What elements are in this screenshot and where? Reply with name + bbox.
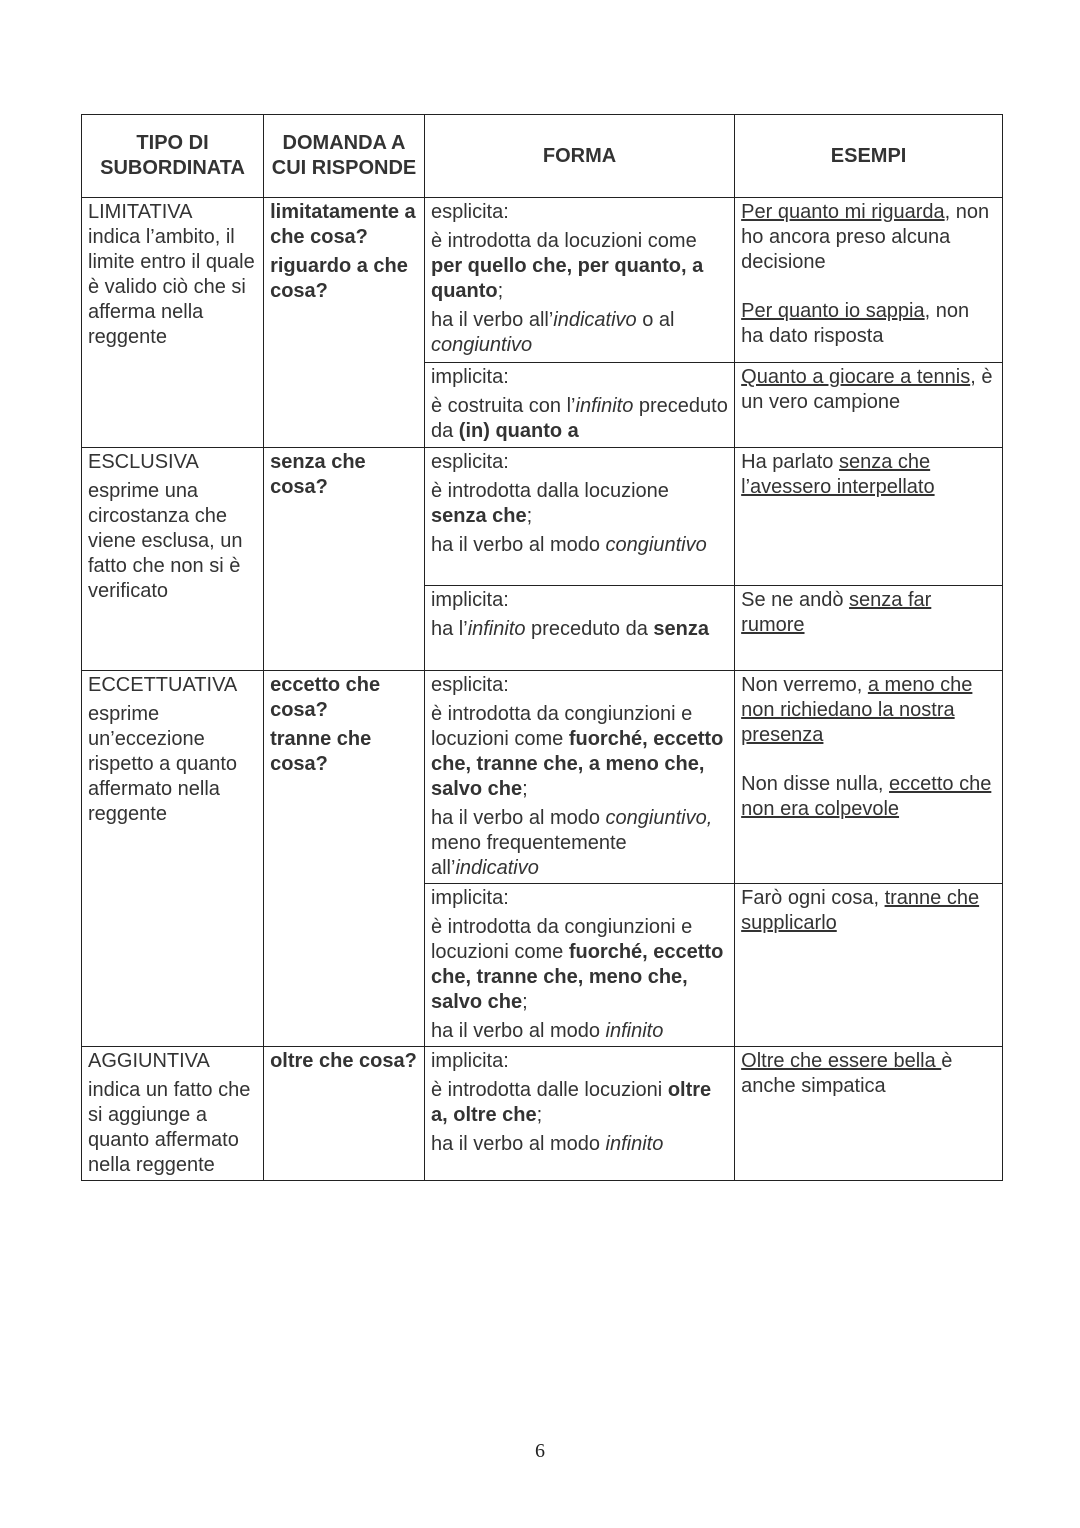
row-limitativa-esplicita: [82, 198, 1003, 363]
example-text: Ha parlato senza che l’avessero interpellato: [741, 451, 935, 498]
example-text: Farò ogni cosa, tranne che supplicarlo: [741, 887, 980, 934]
domanda-text: riguardo a che cosa?: [270, 255, 408, 302]
forma-implicita-cell: [424, 884, 734, 1047]
forma-intro: è introdotta da congiunzioni e locuzioni come fuorché, eccetto che, tranne che, a meno che, salvo che;: [430, 703, 724, 800]
tipo-name: ESCLUSIVA: [88, 451, 199, 473]
row-esclusiva-esplicita: [82, 448, 1003, 586]
domanda-text: senza che cosa?: [270, 451, 366, 498]
forma-intro: è costruita con l’infinito preceduto da (in) quanto a: [430, 395, 728, 442]
forma-intro: è introdotta da congiunzioni e locuzioni come fuorché, eccetto che, tranne che, meno che, salvo che;: [430, 916, 724, 1013]
forma-label: esplicita:: [430, 451, 509, 473]
domanda-text: oltre che cosa?: [270, 1050, 417, 1072]
domanda-cell: [264, 1047, 425, 1181]
forma-label: implicita:: [430, 589, 509, 611]
esempi-cell: [735, 671, 1003, 884]
forma-verb: ha il verbo all’indicativo o al congiuntivo: [430, 309, 675, 356]
header-tipo: TIPO DI SUBORDINATA: [82, 115, 264, 198]
esempi-cell: [735, 363, 1003, 448]
tipo-cell: [82, 671, 264, 1047]
forma-esplicita-cell: [424, 448, 734, 586]
domanda-cell: [264, 671, 425, 1047]
esempi-cell: [735, 586, 1003, 671]
example-text: Non verremo, a meno che non richiedano la nostra presenza: [741, 674, 973, 746]
forma-intro: ha l’infinito preceduto da senza: [430, 618, 709, 640]
tipo-desc: esprime una circostanza che viene esclusa, un fatto che non si è verificato: [88, 480, 243, 602]
header-domanda: DOMANDA A CUI RISPONDE: [264, 115, 425, 198]
example-text: Per quanto mi riguarda, non ho ancora preso alcuna decisione: [741, 201, 990, 273]
subordinate-table: [81, 114, 1003, 1181]
example-text: Quanto a giocare a tennis, è un vero campione: [741, 366, 993, 413]
forma-verb: ha il verbo al modo infinito: [430, 1020, 664, 1042]
forma-label: implicita:: [430, 887, 509, 909]
tipo-cell: [82, 1047, 264, 1181]
tipo-cell: [82, 198, 264, 448]
esempi-cell: [735, 448, 1003, 586]
example-text: Per quanto io sappia, non ha dato risposta: [741, 300, 970, 347]
page-number: 6: [535, 1440, 545, 1462]
forma-intro: è introdotta dalla locuzione senza che;: [430, 480, 669, 527]
row-aggiuntiva-implicita: [82, 1047, 1003, 1181]
tipo-name: AGGIUNTIVA: [88, 1050, 210, 1072]
forma-intro: è introdotta dalle locuzioni oltre a, oltre che;: [430, 1079, 712, 1126]
domanda-cell: [264, 198, 425, 448]
forma-verb: ha il verbo al modo congiuntivo, meno frequentemente all’indicativo: [430, 807, 713, 879]
forma-label: esplicita:: [430, 201, 509, 223]
domanda-text: eccetto che cosa?: [270, 674, 381, 721]
esempi-cell: [735, 1047, 1003, 1181]
example-text: Se ne andò senza far rumore: [741, 589, 932, 636]
tipo-desc: indica un fatto che si aggiunge a quanto affermato nella reggente: [88, 1079, 251, 1176]
forma-implicita-cell: [424, 586, 734, 671]
domanda-text: tranne che cosa?: [270, 728, 372, 775]
example-text: Non disse nulla, eccetto che non era colpevole: [741, 773, 992, 820]
tipo-cell: [82, 448, 264, 671]
domanda-cell: [264, 448, 425, 671]
forma-implicita-cell: [424, 1047, 734, 1181]
forma-verb: ha il verbo al modo infinito: [430, 1133, 664, 1155]
header-row: [82, 115, 1003, 198]
esempi-cell: [735, 198, 1003, 363]
header-esempi: ESEMPI: [735, 115, 1003, 198]
forma-esplicita-cell: [424, 671, 734, 884]
tipo-name: ECCETTUATIVA: [88, 674, 238, 696]
forma-intro: è introdotta da locuzioni come per quello che, per quanto, a quanto;: [430, 230, 704, 302]
forma-label: implicita:: [430, 1050, 509, 1072]
forma-label: implicita:: [430, 366, 509, 388]
forma-verb: ha il verbo al modo congiuntivo: [430, 534, 707, 556]
tipo-name: LIMITATIVA: [88, 201, 193, 223]
example-text: Oltre che essere bella è anche simpatica: [741, 1050, 953, 1097]
forma-esplicita-cell: [424, 198, 734, 363]
tipo-desc: indica l’ambito, il limite entro il quale è valido ciò che si afferma nella reggente: [88, 226, 255, 348]
domanda-text: limitatamente a che cosa?: [270, 201, 416, 248]
row-eccettuativa-esplicita: [82, 671, 1003, 884]
esempi-cell: [735, 884, 1003, 1047]
forma-label: esplicita:: [430, 674, 509, 696]
forma-implicita-cell: [424, 363, 734, 448]
tipo-desc: esprime un’eccezione rispetto a quanto affermato nella reggente: [88, 703, 237, 825]
header-forma: FORMA: [424, 115, 734, 198]
